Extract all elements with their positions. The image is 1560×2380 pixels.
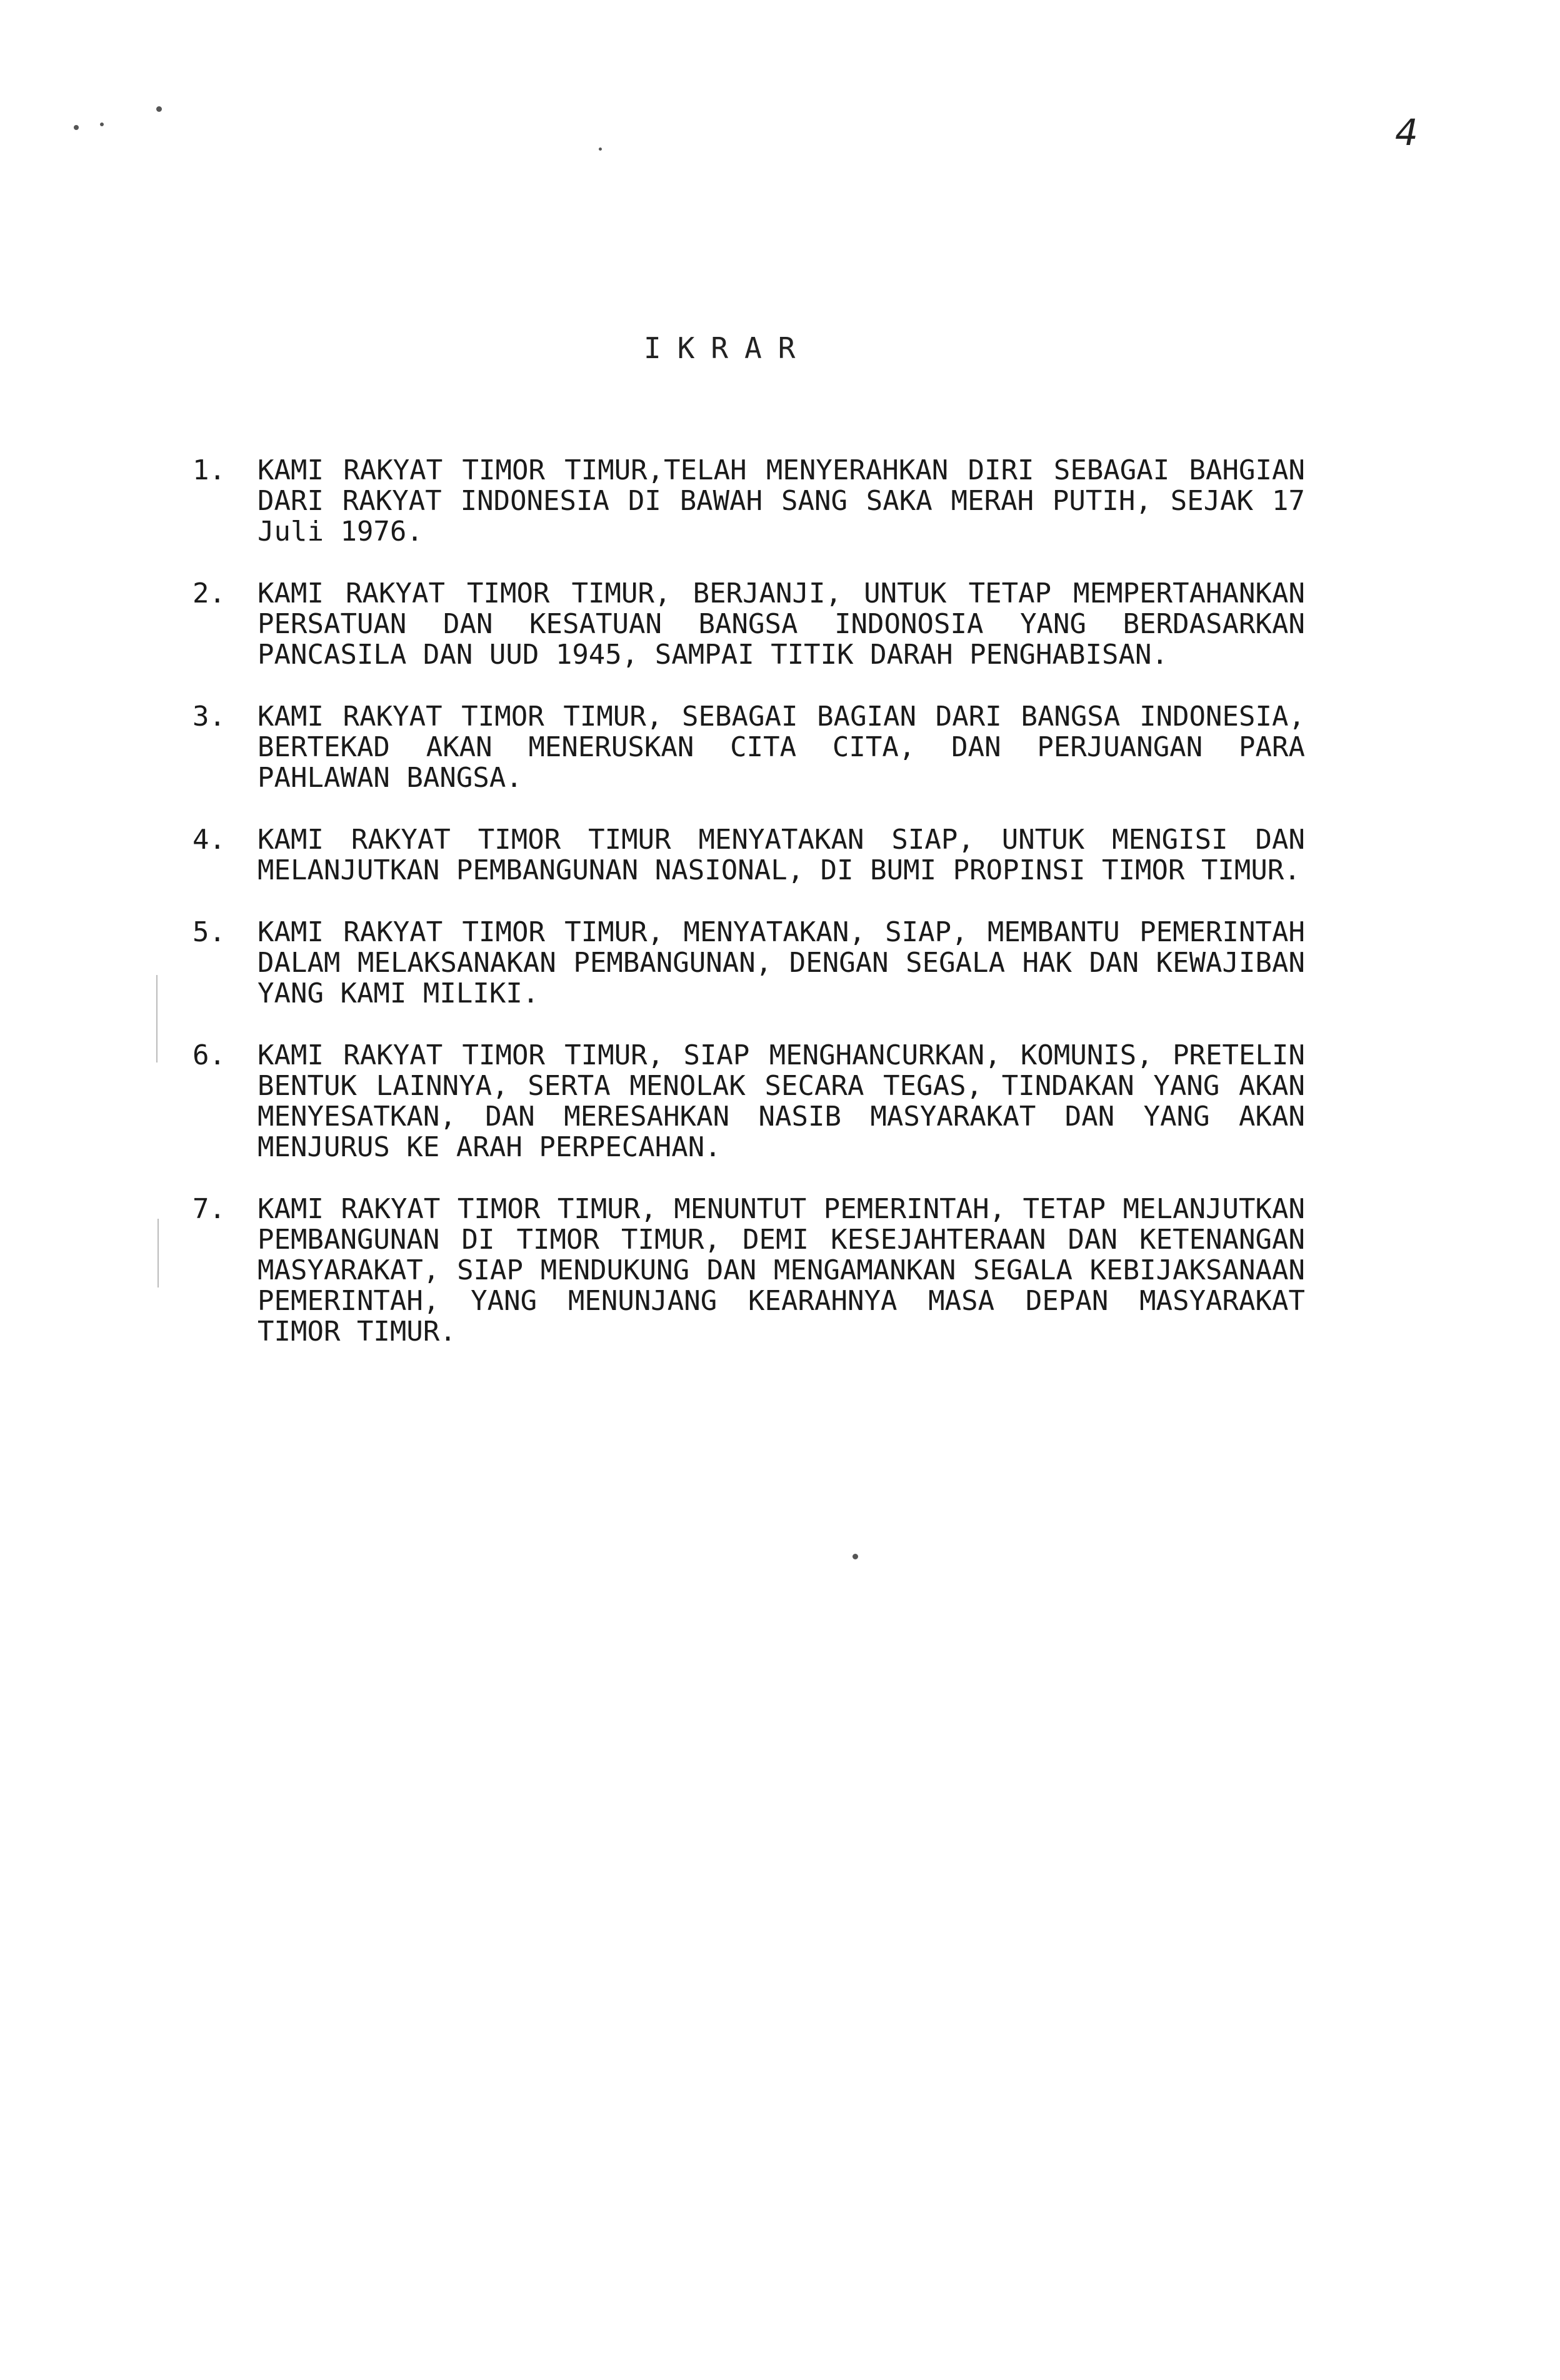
pledge-item — [192, 917, 1305, 1009]
scan-speck — [74, 125, 79, 130]
pledge-text: KAMI RAKYAT TIMOR TIMUR, MENUNTUT PEMERINTAH, TETAP MELANJUTKAN PEMBANGUNAN DI TIMOR TIMUR, DEMI KESEJAHTERAAN DAN KETENANGAN MASYARAKAT, SIAP MENDUKUNG DAN MENGAMANKAN SEGALA KEBIJAKSANAAN PEMERINTAH, YANG MENUNJANG KEARAHNYA MASA DEPAN MASYARAKAT TIMOR TIMUR. — [258, 1193, 1305, 1348]
document-title: IKRAR — [644, 331, 812, 365]
pledge-text: KAMI RAKYAT TIMOR TIMUR,TELAH MENYERAHKAN DIRI SEBAGAI BAHGIAN DARI RAKYAT INDONESIA DI BAWAH SANG SAKA MERAH PUTIH, SEJAK 17 Juli 1976. — [258, 454, 1305, 548]
pledge-text: KAMI RAKYAT TIMOR TIMUR, SIAP MENGHANCURKAN, KOMUNIS, PRETELIN BENTUK LAINNYA, SERTA MENOLAK SECARA TEGAS, TINDAKAN YANG AKAN MENYESATKAN, DAN MERESAHKAN NASIB MASYARAKAT DAN YANG AKAN MENJURUS KE ARAH PERPECAHAN. — [258, 1039, 1305, 1163]
pledge-list — [192, 455, 1305, 1378]
pledge-item — [192, 701, 1305, 793]
pledge-number: 6. — [192, 1039, 226, 1071]
page-number: 4 — [1395, 111, 1418, 154]
pledge-number: 5. — [192, 916, 226, 948]
pledge-number: 4. — [192, 824, 226, 856]
pledge-text: KAMI RAKYAT TIMOR TIMUR, BERJANJI, UNTUK TETAP MEMPERTAHANKAN PERSATUAN DAN KESATUAN BANGSA INDONOSIA YANG BERDASARKAN PANCASILA DAN UUD 1945, SAMPAI TITIK DARAH PENGHABISAN. — [258, 578, 1305, 671]
pledge-item — [192, 455, 1305, 547]
pledge-text: KAMI RAKYAT TIMOR TIMUR MENYATAKAN SIAP, UNTUK MENGISI DAN MELANJUTKAN PEMBANGUNAN NASIONAL, DI BUMI PROPINSI TIMOR TIMUR. — [258, 824, 1305, 886]
scan-edge-mark — [158, 1219, 159, 1288]
pledge-item — [192, 824, 1305, 886]
pledge-number: 1. — [192, 454, 226, 486]
pledge-item — [192, 578, 1305, 670]
scan-speck — [100, 122, 104, 126]
scan-speck — [852, 1554, 858, 1559]
pledge-number: 7. — [192, 1193, 226, 1225]
pledge-item — [192, 1040, 1305, 1162]
pledge-text: KAMI RAKYAT TIMOR TIMUR, MENYATAKAN, SIAP, MEMBANTU PEMERINTAH DALAM MELAKSANAKAN PEMBANGUNAN, DENGAN SEGALA HAK DAN KEWAJIBAN YANG KAMI MILIKI. — [258, 916, 1305, 1009]
scan-speck — [599, 148, 602, 151]
pledge-number: 2. — [192, 578, 226, 609]
pledge-number: 3. — [192, 701, 226, 732]
pledge-item — [192, 1194, 1305, 1347]
scan-edge-mark — [156, 975, 158, 1062]
scan-speck — [156, 106, 162, 112]
pledge-text: KAMI RAKYAT TIMOR TIMUR, SEBAGAI BAGIAN DARI BANGSA INDONESIA, BERTEKAD AKAN MENERUSKAN CITA CITA, DAN PERJUANGAN PARA PAHLAWAN BANGSA. — [258, 701, 1305, 794]
